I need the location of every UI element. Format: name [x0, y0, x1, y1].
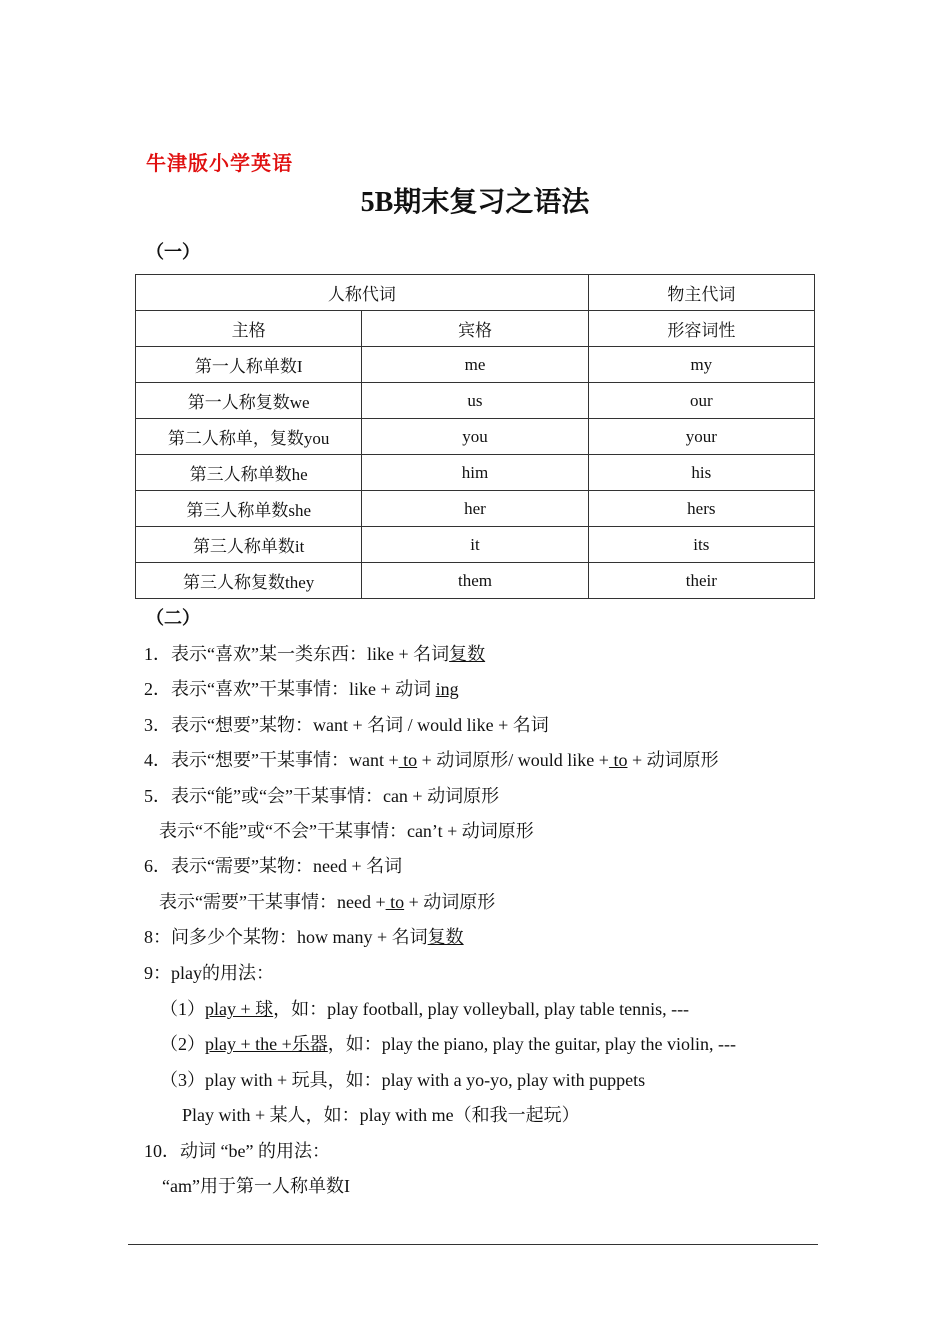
grammar-line	[144, 711, 549, 737]
section-heading-1: （一）	[146, 242, 200, 262]
table-row	[136, 347, 815, 383]
table-cell: 第三人称单数she	[136, 491, 362, 527]
document-subtitle: 牛津版小学英语	[146, 151, 293, 175]
grammar-line	[160, 995, 689, 1021]
table-cell: my	[588, 347, 814, 383]
grammar-line	[144, 1137, 330, 1163]
line-text: 4．表示“想要”干某事情：want +	[144, 750, 399, 770]
underlined-text: play + the +乐器	[205, 1034, 328, 1054]
grammar-line	[144, 675, 459, 701]
table-cell: them	[362, 563, 588, 599]
line-text: （3）play with + 玩具，如：play with a yo-yo, play with puppets	[160, 1070, 646, 1090]
line-text: （2）	[160, 1034, 205, 1054]
line-text: ，如：play football, play volleyball, play table tennis, ---	[273, 999, 690, 1019]
table-row	[136, 491, 815, 527]
underlined-text: to	[398, 750, 418, 770]
line-text: 9：play的用法：	[144, 963, 274, 983]
table-cell: his	[588, 455, 814, 491]
table-row	[136, 419, 815, 455]
table-header-cell: 形容词性	[588, 311, 814, 347]
table-cell: their	[588, 563, 814, 599]
table-cell: hers	[588, 491, 814, 527]
line-text: 表示“不能”或“不会”干某事情：can’t + 动词原形	[159, 821, 534, 841]
grammar-line	[144, 640, 485, 666]
line-text: （1）	[160, 999, 205, 1019]
line-text: + 动词原形	[404, 892, 496, 912]
table-cell: it	[362, 527, 588, 563]
underlined-text: ing	[435, 679, 459, 699]
table-cell: 第三人称单数it	[136, 527, 362, 563]
grammar-line	[144, 782, 499, 808]
underlined-text: 复数	[449, 644, 486, 664]
grammar-line	[160, 1066, 645, 1092]
table-cell: her	[362, 491, 588, 527]
line-text: 1．表示“喜欢”某一类东西：like + 名词	[144, 644, 450, 664]
table-header-cell: 人称代词	[136, 275, 589, 311]
grammar-line	[162, 1172, 350, 1198]
table-cell: your	[588, 419, 814, 455]
underlined-text: to	[608, 750, 628, 770]
line-text: 2．表示“喜欢”干某事情：like + 动词	[144, 679, 436, 699]
table-header-row	[136, 311, 815, 347]
table-cell: 第二人称单，复数you	[136, 419, 362, 455]
table-row	[136, 527, 815, 563]
line-text: 3．表示“想要”某物：want + 名词 / would like + 名词	[144, 715, 549, 735]
line-text: 8：问多少个某物：how many + 名词	[144, 927, 428, 947]
table-header-cell: 主格	[136, 311, 362, 347]
table-cell: 第一人称复数we	[136, 383, 362, 419]
table-cell: 第三人称复数they	[136, 563, 362, 599]
table-cell: our	[588, 383, 814, 419]
line-text: 6．表示“需要”某物：need + 名词	[144, 856, 403, 876]
grammar-line	[159, 888, 495, 914]
line-text: 5．表示“能”或“会”干某事情：can + 动词原形	[144, 786, 500, 806]
section-heading-2: （二）	[146, 608, 200, 628]
table-header-cell: 宾格	[362, 311, 588, 347]
grammar-line	[144, 852, 402, 878]
pronoun-table	[135, 274, 815, 599]
line-text: Play with + 某人，如：play with me（和我一起玩）	[182, 1105, 580, 1125]
line-text: + 动词原形/ would like +	[417, 750, 609, 770]
footer-divider	[128, 1244, 818, 1245]
grammar-line	[160, 1030, 736, 1056]
table-header-row	[136, 275, 815, 311]
table-cell: him	[362, 455, 588, 491]
table-cell: you	[362, 419, 588, 455]
line-text: 表示“需要”干某事情：need +	[159, 892, 386, 912]
table-cell: me	[362, 347, 588, 383]
table-row	[136, 563, 815, 599]
grammar-line	[159, 817, 534, 843]
table-cell: 第一人称单数I	[136, 347, 362, 383]
table-row	[136, 383, 815, 419]
grammar-line	[144, 959, 274, 985]
table-cell: us	[362, 383, 588, 419]
table-header-cell: 物主代词	[588, 275, 814, 311]
line-text: “am”用于第一人称单数I	[162, 1176, 350, 1196]
grammar-line	[144, 746, 719, 772]
grammar-line	[182, 1101, 580, 1127]
line-text: ，如：play the piano, play the guitar, play the violin, ---	[327, 1034, 736, 1054]
underlined-text: 复数	[427, 927, 464, 947]
line-text: 10．动词 “be” 的用法：	[144, 1141, 330, 1161]
underlined-text: play + 球	[205, 999, 274, 1019]
line-text: + 动词原形	[627, 750, 719, 770]
table-cell: its	[588, 527, 814, 563]
grammar-line	[144, 923, 464, 949]
table-cell: 第三人称单数he	[136, 455, 362, 491]
document-title: 5B期末复习之语法	[360, 187, 590, 218]
table-row	[136, 455, 815, 491]
underlined-text: to	[385, 892, 405, 912]
